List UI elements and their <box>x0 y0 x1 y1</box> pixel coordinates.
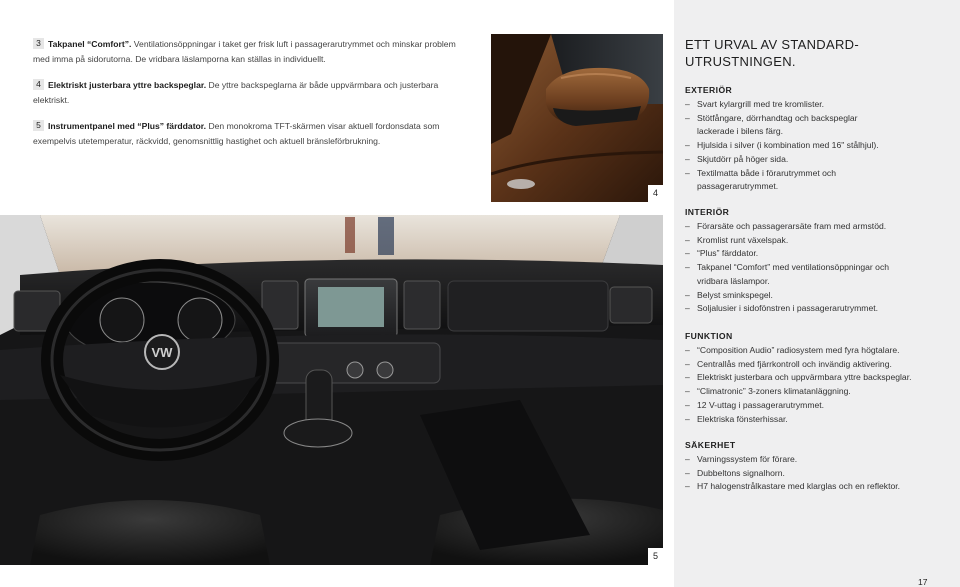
dashboard-illustration <box>0 215 663 565</box>
section-function <box>685 330 955 426</box>
section-heading: SÄKERHET <box>685 440 736 450</box>
caption-number-badge: 3 <box>33 38 44 49</box>
section-interior <box>685 206 955 316</box>
list-item: – Förarsäte och passagerarsäte fram med armstöd. <box>685 220 955 234</box>
interior-photo <box>0 215 663 565</box>
list-item: – Elektriskt justerbara och uppvärmbara yttre backspeglar. <box>685 371 955 385</box>
caption-number-badge: 4 <box>33 79 44 90</box>
list-item: – Hjulsida i silver (i kombination med 16" stålhjul). <box>685 139 955 153</box>
list-item: – Takpanel “Comfort” med ventilationsöppningar och vridbara läslampor. <box>685 261 897 288</box>
page-number: 17 <box>918 577 928 587</box>
list-item: – Textilmatta både i förarutrymmet och passagerarutrymmet. <box>685 167 872 194</box>
list-item: – Elektriska fönsterhissar. <box>685 413 955 427</box>
list-item: – Svart kylargrill med tre kromlister. <box>685 98 955 112</box>
list-item: – Varningssystem för förare. <box>685 453 955 467</box>
list-item: – Kromlist runt växelspak. <box>685 234 955 248</box>
list-item: – Skjutdörr på höger sida. <box>685 153 955 167</box>
mirror-photo <box>491 34 663 202</box>
list-item: – Centrallås med fjärrkontroll och invändig aktivering. <box>685 358 955 372</box>
section-heading: FUNKTION <box>685 331 733 341</box>
list-item: – Soljalusier i sidofönstren i passagerarutrymmet. <box>685 302 955 316</box>
caption-4 <box>33 78 473 108</box>
photo-number-badge: 5 <box>648 548 663 565</box>
caption-lead: Takpanel “Comfort”. <box>48 39 132 49</box>
caption-lead: Instrumentpanel med “Plus” färddator. <box>48 121 207 131</box>
vw-logo-text: VW <box>151 345 173 360</box>
sidebar-title: ETT URVAL AV STANDARD-UTRUSTNINGEN. <box>685 37 859 69</box>
list-item: – 12 V-uttag i passagerarutrymmet. <box>685 399 955 413</box>
mirror-illustration <box>491 34 663 202</box>
caption-3 <box>33 37 473 67</box>
caption-text: Ventilationsöppningar i taket ger frisk luft i passagerarutrymmet och minskar problem med imma på sidorutorna. De vridbara läslamporna kan ställas in individuellt. <box>33 39 456 64</box>
photo-number-badge: 4 <box>648 185 663 202</box>
section-heading: INTERIÖR <box>685 207 730 217</box>
caption-lead: Elektriskt justerbara yttre backspeglar. <box>48 80 207 90</box>
caption-text: De yttre backspeglarna är både uppvärmbara och justerbara elektriskt. <box>33 80 439 105</box>
list-item: – “Climatronic” 3-zoners klimatanläggning. <box>685 385 955 399</box>
caption-text: Den monokroma TFT-skärmen visar aktuell fordonsdata som exempelvis utetemperatur, räckvidd, genomsnittlig hastighet och aktuell bränsleförbrukning. <box>33 121 440 146</box>
caption-5 <box>33 119 473 149</box>
section-exterior <box>685 84 955 194</box>
equipment-sidebar <box>674 0 960 587</box>
section-safety <box>685 439 955 494</box>
list-item: – “Composition Audio” radiosystem med fyra högtalare. <box>685 344 955 358</box>
list-item: – Dubbeltons signalhorn. <box>685 467 955 481</box>
list-item: – Belyst sminkspegel. <box>685 289 955 303</box>
list-item: – H7 halogenstrålkastare med klarglas och en reflektor. <box>685 480 955 494</box>
list-item: – “Plus” färddator. <box>685 247 955 261</box>
list-item: – Stötfångare, dörrhandtag och backspeglar lackerade i bilens färg. <box>685 112 877 139</box>
section-heading: EXTERIÖR <box>685 85 733 95</box>
caption-number-badge: 5 <box>33 120 44 131</box>
